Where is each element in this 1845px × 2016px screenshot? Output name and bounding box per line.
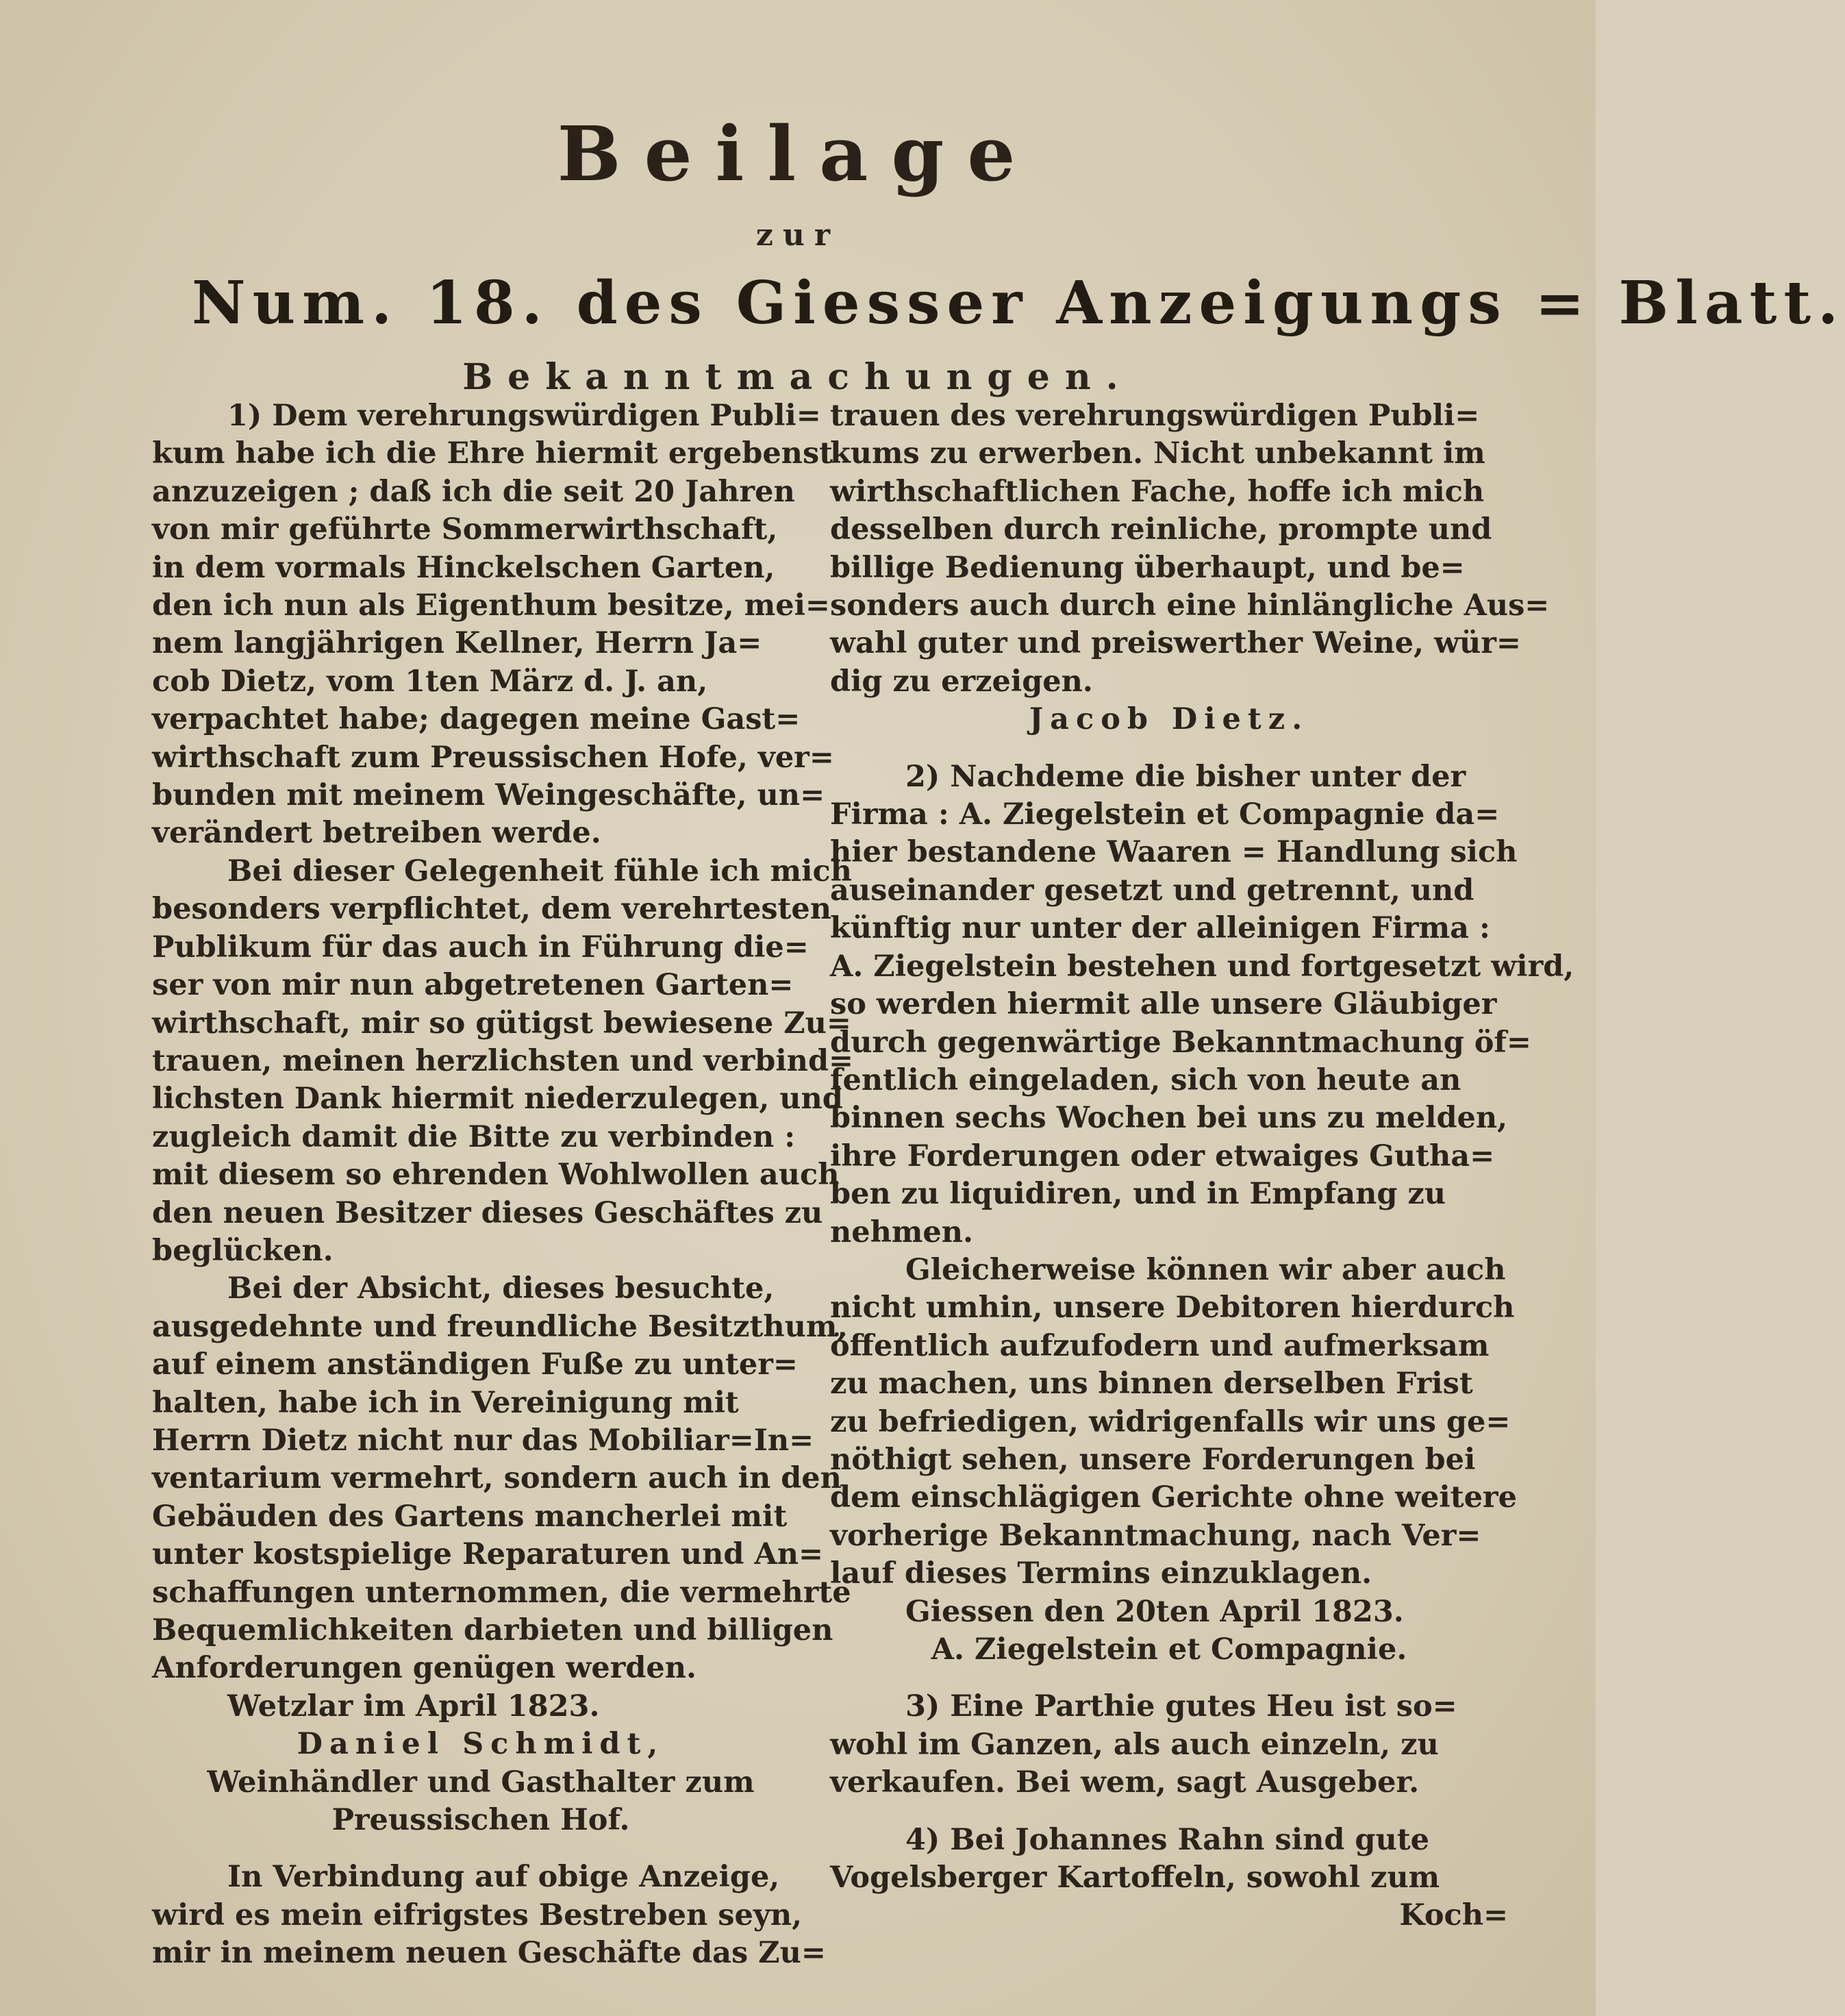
text-line: in dem vormals Hinckelschen Garten, — [152, 550, 775, 585]
text-line: sonders auch durch eine hinlängliche Aus= — [830, 588, 1550, 623]
signature-name: Jacob Dietz. — [1029, 702, 1309, 737]
text-line: nöthigt sehen, unsere Forderungen bei — [830, 1442, 1476, 1477]
text-line: Anforderungen genügen werden. — [152, 1651, 697, 1686]
text-line: mit diesem so ehrenden Wohlwollen auch — [152, 1158, 840, 1193]
text-line: beglücken. — [152, 1233, 334, 1268]
text-line: Bei dieser Gelegenheit fühle ich mich — [227, 854, 852, 888]
text-line: cob Dietz, vom 1ten März d. J. an, — [152, 664, 708, 699]
masthead: Num. 18. des Giesser Anzeigungs = Blatt. — [192, 269, 1845, 338]
text-line: dem einschlägigen Gerichte ohne weitere — [830, 1480, 1517, 1515]
text-line: Bei der Absicht, dieses besuchte, — [227, 1271, 775, 1306]
text-line: Wetzlar im April 1823. — [227, 1689, 600, 1723]
text-line: ben zu liquidiren, und in Empfang zu — [830, 1177, 1446, 1212]
text-line: mir in meinem neuen Geschäfte das Zu= — [152, 1936, 826, 1971]
text-line: desselben durch reinliche, prompte und — [830, 512, 1492, 547]
text-line: wirthschaft zum Preussischen Hofe, ver= — [152, 740, 834, 775]
text-line: 2) Nachdeme die bisher unter der — [905, 759, 1466, 794]
text-line: den ich nun als Eigenthum besitze, mei= — [152, 588, 830, 623]
right-column — [830, 397, 1574, 1935]
text-line: bunden mit meinem Weingeschäfte, un= — [152, 778, 825, 813]
text-line: billige Bedienung überhaupt, und be= — [830, 550, 1465, 585]
text-line: Bequemlichkeiten darbieten und billigen — [152, 1613, 833, 1647]
text-line: den neuen Besitzer dieses Geschäftes zu — [152, 1195, 823, 1230]
spacer — [830, 1802, 1508, 1821]
text-line: künftig nur unter der alleinigen Firma : — [830, 911, 1490, 946]
text-line: kum habe ich die Ehre hiermit ergebenst — [152, 436, 833, 471]
page-title: Beilage — [557, 110, 1039, 198]
text-line: dig zu erzeigen. — [830, 664, 1093, 699]
text-line: 3) Eine Parthie gutes Heu ist so= — [905, 1689, 1457, 1724]
text-line: zu machen, uns binnen derselben Frist — [830, 1367, 1473, 1402]
text-line: unter kostspielige Reparaturen und An= — [152, 1537, 824, 1572]
text-line: trauen des verehrungswürdigen Publi= — [830, 399, 1480, 433]
text-line: verkaufen. Bei wem, sagt Ausgeber. — [830, 1765, 1420, 1800]
text-line: Publikum für das auch in Führung die= — [152, 930, 809, 965]
text-line: ihre Forderungen oder etwaiges Gutha= — [830, 1138, 1495, 1173]
text-line: fentlich eingeladen, sich von heute an — [830, 1062, 1461, 1097]
text-line: nicht umhin, unsere Debitoren hierdurch — [830, 1291, 1515, 1326]
text-line: kums zu erwerben. Nicht unbekannt im — [830, 436, 1485, 471]
text-line: schaffungen unternommen, die vermehrte — [152, 1575, 851, 1610]
text-line: auf einem anständigen Fuße zu unter= — [152, 1347, 798, 1382]
text-line: zu befriedigen, widrigenfalls wir uns ge= — [830, 1404, 1511, 1439]
text-line: besonders verpflichtet, dem verehrtesten — [152, 892, 832, 927]
text-line: ser von mir nun abgetretenen Garten= — [152, 968, 794, 1003]
text-line: wahl guter und preiswerther Weine, wür= — [830, 626, 1521, 661]
text-line: ventarium vermehrt, sondern auch in den — [152, 1461, 842, 1496]
text-line: anzuzeigen ; daß ich die seit 20 Jahren — [152, 474, 795, 509]
text-line: Vogelsberger Kartoffeln, sowohl zum — [830, 1861, 1440, 1895]
subtitle: zur — [755, 218, 840, 253]
spacer — [830, 1669, 1508, 1688]
text-line: lichsten Dank hiermit niederzulegen, und — [152, 1082, 843, 1117]
text-line: Koch= — [1399, 1898, 1508, 1933]
text-line: verändert betreiben werde. — [152, 816, 601, 851]
left-column — [152, 397, 854, 1973]
text-line: wird es mein eifrigstes Bestreben seyn, — [152, 1897, 803, 1932]
text-line: wohl im Ganzen, als auch einzeln, zu — [830, 1727, 1439, 1762]
text-line: wirthschaft, mir so gütigst bewiesene Zu= — [152, 1006, 851, 1041]
text-line: ausgedehnte und freundliche Besitzthum, — [152, 1309, 848, 1344]
text-line: zugleich damit die Bitte zu verbinden : — [152, 1119, 796, 1154]
text-line: verpachtet habe; dagegen meine Gast= — [152, 702, 801, 737]
text-line: nem langjährigen Kellner, Herrn Ja= — [152, 626, 762, 661]
text-line: 1) Dem verehrungswürdigen Publi= — [227, 399, 821, 433]
text-line: öffentlich aufzufodern und aufmerksam — [830, 1328, 1490, 1363]
text-line: Firma : A. Ziegelstein et Compagnie da= — [830, 797, 1500, 832]
spacer — [830, 739, 1508, 758]
text-line: halten, habe ich in Vereinigung mit — [152, 1385, 739, 1420]
text-line: von mir geführte Sommerwirthschaft, — [152, 512, 778, 547]
text-line: auseinander gesetzt und getrennt, und — [830, 873, 1474, 908]
text-line: wirthschaftlichen Fache, hoffe ich mich — [830, 474, 1485, 509]
signature-name: Daniel Schmidt, — [297, 1727, 665, 1762]
text-line: Gleicherweise können wir aber auch — [905, 1252, 1506, 1287]
section-heading: Bekanntmachungen. — [462, 356, 1133, 398]
text-line: vorherige Bekanntmachung, nach Ver= — [830, 1518, 1481, 1553]
text-line: durch gegenwärtige Bekanntmachung öf= — [830, 1025, 1531, 1060]
signature-title: Weinhändler und Gasthalter zum — [207, 1765, 755, 1800]
text-line: hier bestandene Waaren = Handlung sich — [830, 835, 1518, 870]
text-line: Giessen den 20ten April 1823. — [905, 1594, 1404, 1629]
text-line: In Verbindung auf obige Anzeige, — [227, 1860, 780, 1895]
text-line: Herrn Dietz nicht nur das Mobiliar=In= — [152, 1423, 814, 1458]
text-line: so werden hiermit alle unsere Gläubiger — [830, 987, 1497, 1022]
text-line: Gebäuden des Gartens mancherlei mit — [152, 1499, 788, 1534]
signature-name: A. Ziegelstein et Compagnie. — [931, 1632, 1407, 1667]
text-line: lauf dieses Termins einzuklagen. — [830, 1556, 1372, 1591]
text-line: nehmen. — [830, 1215, 973, 1249]
signature-title: Preussischen Hof. — [331, 1803, 630, 1838]
text-line: A. Ziegelstein bestehen und fortgesetzt wird, — [830, 949, 1574, 984]
text-line: 4) Bei Johannes Rahn sind gute — [905, 1822, 1429, 1857]
spacer — [152, 1839, 809, 1858]
text-line: trauen, meinen herzlichsten und verbind= — [152, 1043, 854, 1078]
text-line: binnen sechs Wochen bei uns zu melden, — [830, 1101, 1508, 1136]
